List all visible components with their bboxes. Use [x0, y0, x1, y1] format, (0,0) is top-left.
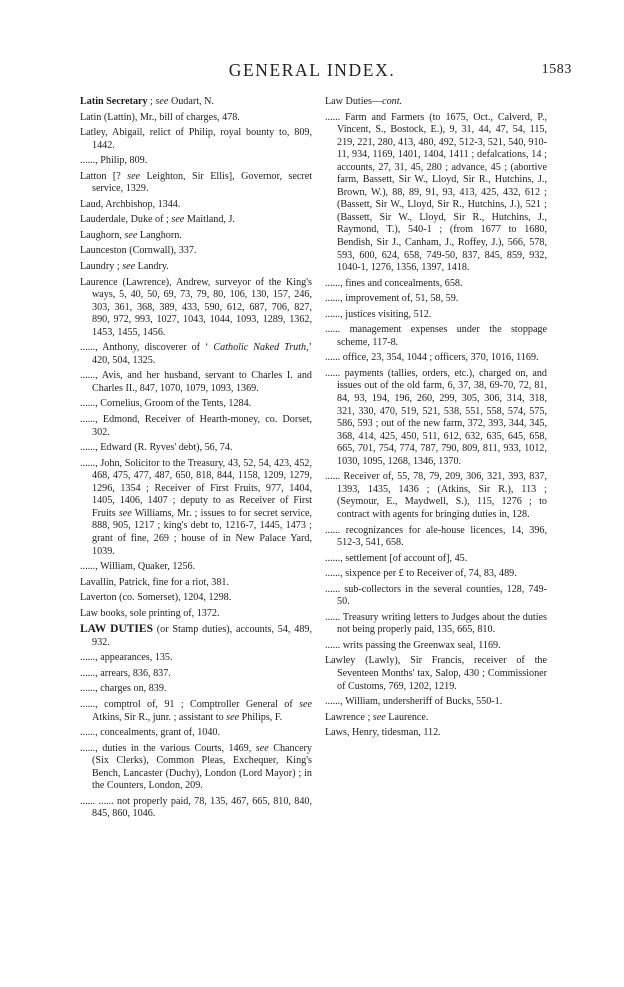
index-entry-justices: ......, justices visiting, 512.	[325, 308, 432, 320]
page-header-title: GENERAL INDEX.	[228, 60, 396, 80]
index-entry-treasury-letters: ...... Treasury writing letters to Judges about the duties not being properly paid, 135, 665, 810.	[325, 611, 547, 636]
page-number: 1583	[541, 62, 572, 77]
index-entry-laurence-edmond: ......, Edmond, Receiver of Hearth-money, co. Dorset, 302.	[80, 414, 312, 438]
index-column-left	[80, 96, 312, 824]
index-entry-law-duties-concealments: ......, concealments, grant of, 1040.	[80, 727, 221, 739]
index-entry-lawley-william: ......, William, undersheriff of Bucks, 550-1.	[325, 696, 503, 708]
index-entry-law-duties-cont: Law Duties—cont.	[325, 96, 403, 107]
index-entry-law-duties-courts: ......, duties in the various Courts, 1469, see Chancery (Six Clerks), Common Pleas, Exchequer, King's Bench, Lancaster (Duchy), London (Lord Mayor) ; in the Counters, London, 209.	[80, 742, 312, 792]
index-entry-latin-secretary: Latin Secretary ; see Oudart, N.	[80, 96, 214, 107]
running-header	[0, 58, 624, 82]
index-column-right	[325, 96, 547, 743]
index-entry-law-duties-charges: ......, charges on, 839.	[80, 683, 167, 695]
index-entry-laurence-john: ......, John, Solicitor to the Treasury, 43, 52, 54, 423, 452, 468, 475, 477, 487, 650, 818, 844, 1158, 1209, 1279, 1296, 1354 ; Receiver of First Fruits, 977, 1404, 1405, 1406, 1407 ; deputy to as Receiver of First Fruits see Williams, Mr. ; issues to for secret service, 888, 905, 1217 ; king's debt to, 1216-7, 1445, 1473 ; grant of fine, 269 ; house of in New Palace Yard, 1039.	[80, 457, 312, 557]
index-entry-management: ...... management expenses under the stoppage scheme, 117-8.	[325, 324, 547, 348]
index-entry-law-duties-appearances: ......, appearances, 135.	[80, 652, 173, 664]
index-entry-launceston: Launceston (Cornwall), 337.	[80, 245, 197, 257]
index-entry-latton: Latton [? see Leighton, Sir Ellis], Governor, secret service, 1329.	[80, 170, 313, 195]
index-entry-payments: ...... payments (tallies, orders, etc.), charged on, and issues out of the old farm, 6, 37, 38, 69-70, 72, 81, 84, 93, 194, 196, 260, 299, 305, 306, 314, 318, 321, 330, 470, 519, 521, 538, 551, 558, 574, 575, 586, 593 ; out of the new farm, 372, 393, 344, 345, 368, 414, 425, 450, 511, 612, 632, 635, 645, 658, 665, 701, 754, 774, 787, 790, 809, 811, 933, 1012, 1030, 1095, 1268, 1346, 1370.	[325, 367, 547, 467]
index-entry-lawley-francis: Lawley (Lawly), Sir Francis, receiver of the Seventeen Months' tax, Salop, 430 ; Commissioner of Customs, 769, 1202, 1219.	[325, 655, 547, 692]
index-entry-laundry: Laundry ; see Landry.	[80, 261, 169, 273]
index-entry-laws-henry: Laws, Henry, tidesman, 112.	[325, 727, 441, 739]
index-entry-office: ...... office, 23, 354, 1044 ; officers, 370, 1016, 1169.	[325, 352, 539, 364]
index-entry-farm-and-farmers: ...... Farm and Farmers (to 1675, Oct., Calverd, P., Vincent, S., Bostock, E.), 9, 31, 44, 47, 54, 115, 219, 221, 280, 413, 480, 492, 512-3, 521, 540, 910-11, 934, 1169, 1401, 1404, 1411 ; defalcations, 14 ; accounts, 27, 31, 45, 280 ; advance, 45 ; (abortive farm, Bassett, Sir W., Lloyd, Sir R., Hutchins, J., Brown, W.), 88, 89, 91, 93, 413, 425, 432, 612 ; (Bassett, Sir W., Lloyd, Sir R., Hutchins, J.), 521 ; (Bassett, Sir W., Lloyd, Sir R., Hutchins, J., Raymond, T.), 540-1 ; (from 1677 to 1680, Bendish, Sir J., Canham, J., Roffey, J.), 566, 578, 593, 600, 624, 658, 749-50, 837, 845, 859, 932, 1040-1, 1276, 1356, 1397, 1418.	[325, 111, 547, 274]
index-entry-laverton: Laverton (co. Somerset), 1204, 1298.	[80, 592, 232, 604]
index-entry-recognizances: ...... recognizances for ale-house licences, 14, 396, 512-3, 541, 658.	[325, 524, 547, 549]
index-entry-laurence-william: ......, William, Quaker, 1256.	[80, 561, 196, 573]
index-entry-sixpence: ......, sixpence per £ to Receiver of, 74, 83, 489.	[325, 568, 517, 580]
index-entry-latley-abigail: Latley, Abigail, relict of Philip, royal bounty to, 809, 1442.	[80, 127, 312, 151]
index-entry-lavallin: Lavallin, Patrick, fine for a riot, 381.	[80, 576, 230, 588]
index-entry-fines: ......, fines and concealments, 658.	[325, 277, 463, 289]
index-entry-laurence-cornelius: ......, Cornelius, Groom of the Tents, 1284.	[80, 398, 252, 410]
index-entry-law-duties-not-paid: ...... ...... not properly paid, 78, 135, 467, 665, 810, 840, 845, 860, 1046.	[80, 795, 312, 820]
index-entry-law-duties-arrears: ......, arrears, 836, 837.	[80, 667, 171, 679]
index-entry-settlement: ......, settlement [of account of], 45.	[325, 552, 468, 564]
index-entry-writs: ...... writs passing the Greenwax seal, 1169.	[325, 639, 501, 651]
index-entry-law-duties: LAW DUTIES (or Stamp duties), accounts, 54, 489, 932.	[80, 623, 312, 648]
index-entry-receiver: ...... Receiver of, 55, 78, 79, 209, 306, 321, 393, 837, 1393, 1435, 1436 ; (Atkins, Sir R.), 113 ; (Seymour, E., Maydwell, S.), 115, 1276 ; to contract with agents for bringing duties in, 128.	[325, 471, 547, 520]
index-entry-latley-philip: ......, Philip, 809.	[80, 155, 148, 167]
index-entry-laurence-anthony: ......, Anthony, discoverer of ‘ Catholic Naked Truth,’ 420, 504, 1325.	[80, 342, 312, 366]
index-entry-lauderdale: Lauderdale, Duke of ; see Maitland, J.	[80, 214, 235, 226]
index-entry-latin-mr: Latin (Lattin), Mr., bill of charges, 478.	[80, 111, 240, 123]
index-entry-lawrence: Lawrence ; see Laurence.	[325, 711, 429, 723]
index-entry-laughorn: Laughorn, see Langhorn.	[80, 229, 182, 241]
index-entry-laud: Laud, Archbishop, 1344.	[80, 198, 181, 210]
index-entry-law-duties-comptrol: ......, comptrol of, 91 ; Comptroller General of see Atkins, Sir R., junr. ; assistant to see Philips, F.	[80, 698, 312, 723]
index-entry-laurence-avis: ......, Avis, and her husband, servant to Charles I. and Charles II., 847, 1070, 1079, 1093, 1369.	[80, 370, 312, 394]
index-entry-sub-collectors: ...... sub-collectors in the several counties, 128, 749-50.	[325, 583, 547, 608]
index-entry-improvement: ......, improvement of, 51, 58, 59.	[325, 293, 459, 305]
index-entry-laurence-edward: ......, Edward (R. Ryves' debt), 56, 74.	[80, 442, 233, 454]
index-entry-law-books: Law books, sole printing of, 1372.	[80, 607, 220, 619]
index-entry-laurence-andrew: Laurence (Lawrence), Andrew, surveyor of the King's ways, 5, 40, 50, 69, 73, 79, 80, 106, 130, 157, 246, 303, 361, 368, 389, 433, 590, 612, 687, 706, 827, 890, 972, 993, 1027, 1043, 1044, 1093, 1289, 1362, 1453, 1455, 1456.	[80, 276, 312, 338]
